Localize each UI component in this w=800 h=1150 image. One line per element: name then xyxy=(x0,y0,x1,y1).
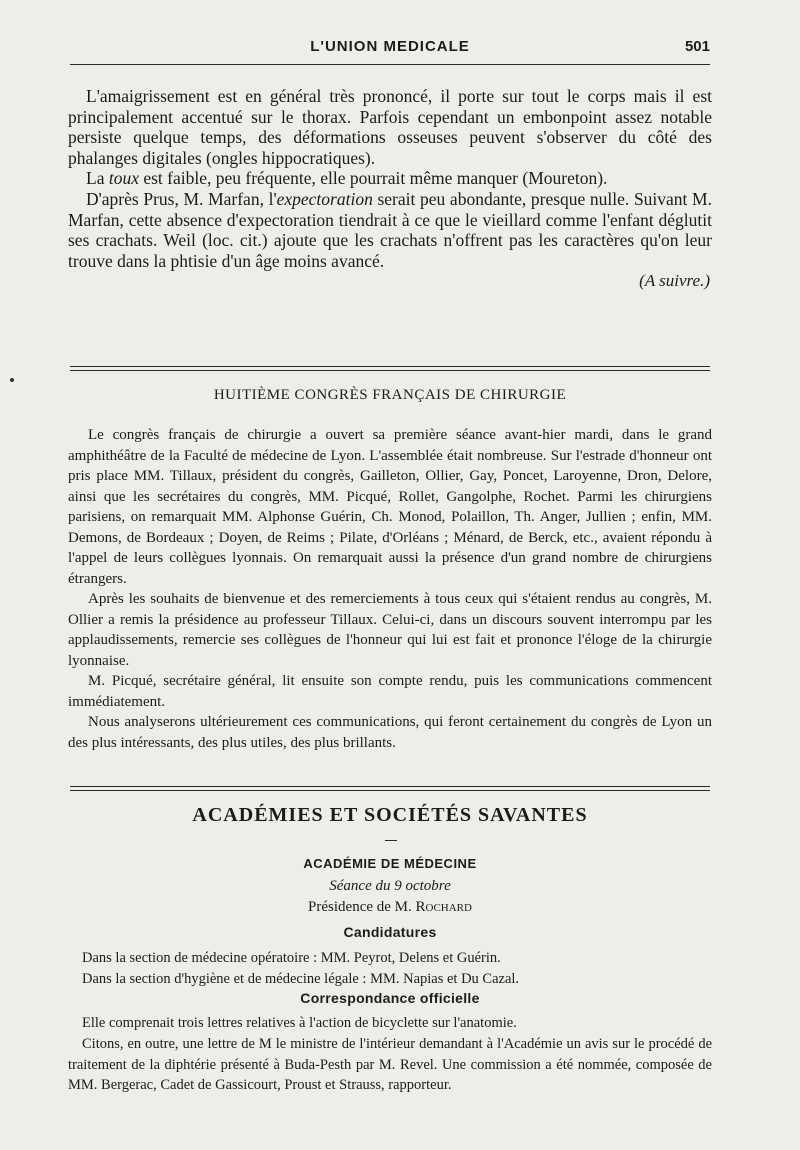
section-rule xyxy=(70,366,710,367)
emphasis-term: toux xyxy=(108,168,139,189)
section-rule xyxy=(70,790,710,791)
paragraph: Nous analyserons ultérieurement ces communications, qui feront certainement du congrès de Lyon un des plus intéressants, des plus utiles, des plus brillants. xyxy=(68,714,712,751)
lead-text: D'après Prus, M. Marfan, l' xyxy=(86,188,277,209)
president-name: Rochard xyxy=(415,899,472,915)
congress-article xyxy=(68,425,712,753)
header-rule xyxy=(70,64,710,65)
candidature-line: Dans la section d'hygiène et de médecine légale : MM. Napias et Du Cazal. xyxy=(82,970,520,987)
lead-text: La xyxy=(86,168,105,189)
to-be-continued: (A suivre.) xyxy=(639,271,710,291)
sub-heading-candidatures: Candidatures xyxy=(343,924,437,940)
journal-title: L'UNION MEDICALE xyxy=(310,38,470,55)
academy-name: ACADÉMIE DE MÉDECINE xyxy=(303,856,477,871)
article-continuation xyxy=(68,86,712,291)
paragraph-expectoration xyxy=(68,189,712,271)
paragraph: Citons, en outre, une lettre de M le ministre de l'intérieur demandant à l'Académie un avis sur le procédé de traitement de la diphtérie présenté à Buda-Pesth par M. Revel. Une commission a été nommée, composée de MM. Bergerac, Cadet de Gassicourt, Proust et Strauss, rapporteur. xyxy=(68,1035,712,1094)
title-dash xyxy=(385,840,397,841)
candidatures-list xyxy=(68,948,712,990)
section-title: ACADÉMIES ET SOCIÉTÉS SAVANTES xyxy=(192,804,588,826)
margin-mark xyxy=(10,378,14,382)
sub-heading-correspondance: Correspondance officielle xyxy=(300,990,480,1006)
correspondance-text xyxy=(68,1013,712,1096)
paragraph: Elle comprenait trois lettres relatives à l'action de bicyclette sur l'anatomie. xyxy=(82,1015,517,1031)
paragraph-text: est faible, peu fréquente, elle pourrait même manquer (Moureton). xyxy=(143,168,608,189)
emphasis-term: expectoration xyxy=(276,188,373,209)
paragraph: L'amaigrissement est en général très prononcé, il porte sur tout le corps mais il est principalement accentué sur le thorax. Parfois cependant un embonpoint assez notable persiste quelque temps, des déformations osseuses peuvent s'observer du côté des phalanges digitales (ongles hippocratiques). xyxy=(68,86,712,168)
section-title: HUITIÈME CONGRÈS FRANÇAIS DE CHIRURGIE xyxy=(213,387,567,403)
paragraph: Après les souhaits de bienvenue et des remerciements à tous ceux qui s'étaient rendus au congrès, M. Ollier a remis la présidence au professeur Tillaux. Celui-ci, dans un discours souvent interrompu par les applaudissements, remercie ses collègues de l'honneur qui lui est fait et prononce l'éloge de la chirurgie lyonnaise. xyxy=(68,591,712,669)
page-number: 501 xyxy=(684,38,710,55)
paragraph: Le congrès français de chirurgie a ouvert sa première séance avant-hier mardi, dans le grand amphithéâtre de la Faculté de médecine de Lyon. L'assemblée était nombreuse. Sur l'estrade d'honneur ont pris place MM. Tillaux, président du congrès, Gailleton, Ollier, Gay, Poncet, Laroyenne, Dron, Delore, ainsi que les secrétaires du congrès, MM. Picqué, Rollet, Gangolphe, Rochet. Parmi les chirurgiens parisiens, on remarquait MM. Alphonse Guérin, Ch. Monod, Polaillon, Th. Anger, Jullien ; enfin, MM. Demons, de Bordeaux ; Doyen, de Reims ; Pilate, d'Orléans ; Ménard, de Berck, etc., avaient répondu à l'appel de leurs collègues lyonnais. On remarquait aussi la présence d'un grand nombre de chirurgiens étrangers. xyxy=(68,427,712,587)
section-rule xyxy=(70,786,710,787)
paragraph-text: serait peu abondante, presque nulle. Suivant M. Marfan, cette absence d'expectoration tiendrait à ce que le vieillard comme l'enfant déglutit ses crachats. Weil (loc. cit.) ajoute que les crachats n'offrent pas les caractères qu'on leur trouve dans la phtisie d'un âge moins avancé. xyxy=(68,188,712,271)
president-line xyxy=(70,899,710,916)
paragraph-toux xyxy=(68,168,712,189)
candidature-line: Dans la section de médecine opératoire : MM. Peyrot, Delens et Guérin. xyxy=(82,950,501,966)
running-head xyxy=(70,38,710,62)
section-rule xyxy=(70,370,710,371)
session-date: Séance du 9 octobre xyxy=(329,878,451,894)
paragraph: M. Picqué, secrétaire général, lit ensuite son compte rendu, puis les communications commencent immédiatement. xyxy=(68,673,712,710)
president-lead: Présidence de M. xyxy=(308,899,412,915)
